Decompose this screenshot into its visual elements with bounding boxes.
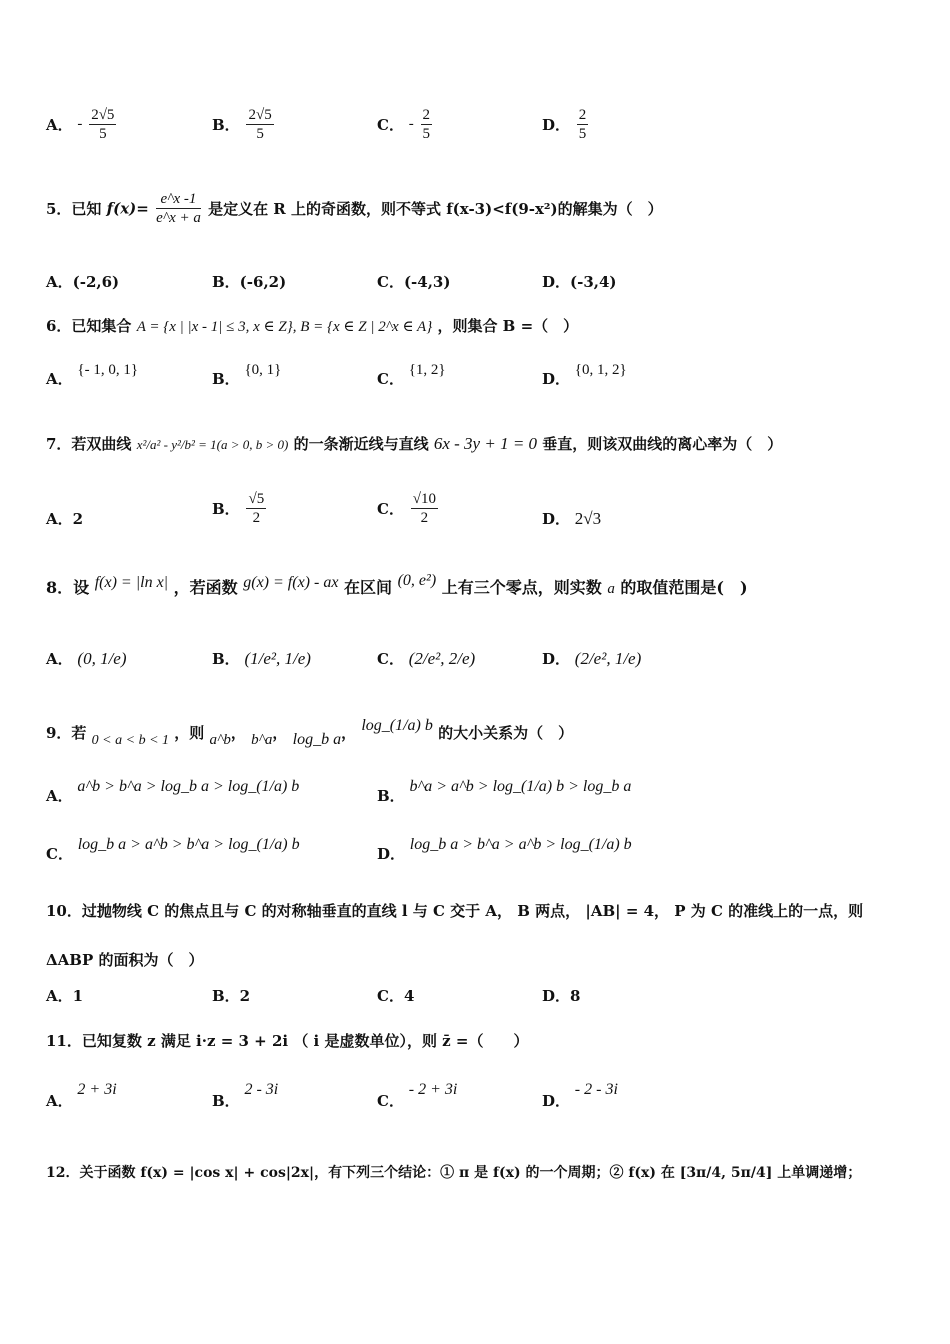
- q4-option-d-frac: [577, 106, 589, 143]
- q10-options: [46, 985, 906, 1025]
- q8-prefix: 8．设: [46, 578, 90, 597]
- q8-t3: 上有三个零点，则实数: [441, 578, 602, 597]
- q7-b-label: B．: [212, 500, 240, 518]
- q8-t2: 在区间: [344, 578, 393, 597]
- q8-option-d: [542, 648, 641, 669]
- q9-a-label: A．: [46, 787, 73, 805]
- q7-curve: x²/a² - y²/b² = 1(a > 0, b > 0): [136, 437, 289, 452]
- q4-b-num: 2√5: [248, 107, 272, 123]
- q11-c-label: C．: [377, 1092, 404, 1110]
- q5-option-a: A．(-2,6): [46, 273, 120, 291]
- q4-c-den: 5: [422, 126, 431, 142]
- q4-option-b-frac: [246, 106, 273, 143]
- q5-stem: [46, 190, 663, 227]
- q8-stem: [46, 572, 748, 598]
- q6-d-label: D．: [542, 370, 571, 388]
- q8-d-value: (2/e², 1/e): [574, 649, 642, 668]
- q7-option-b: [212, 490, 268, 527]
- q4-option-a-sign: -: [77, 116, 83, 132]
- q6-a-value: {- 1, 0, 1}: [77, 362, 139, 378]
- q8-option-b: [212, 648, 311, 669]
- q4-option-b: [212, 106, 276, 143]
- q4-a-den: 5: [99, 126, 107, 142]
- q5-frac-den: e^x + a: [156, 210, 201, 226]
- q9-d-label: D．: [377, 845, 406, 863]
- q8-interval: (0, e²): [397, 572, 437, 589]
- q9-e2: b^a: [251, 732, 273, 748]
- q6-c-value: {1, 2}: [408, 362, 446, 378]
- q6-d-value: {0, 1, 2}: [574, 362, 627, 378]
- q5-rest: 是定义在 R 上的奇函数，则不等式 f(x-3)<f(9-x²)的解集为（ ）: [208, 200, 663, 218]
- q7-prefix: 7．若双曲线: [46, 435, 132, 453]
- q9-e4: log_(1/a) b: [361, 717, 433, 734]
- q7-b-num: √5: [248, 491, 265, 507]
- q9-prefix: 9．若: [46, 724, 87, 742]
- q8-b-value: (1/e², 1/e): [244, 649, 311, 668]
- q10-option-d: D．8: [542, 987, 581, 1005]
- q4-option-d-label: D．: [542, 116, 571, 134]
- q8-d-label: D．: [542, 650, 571, 668]
- q5-func: f(x)=: [106, 199, 149, 218]
- q4-option-b-label: B．: [212, 116, 240, 134]
- q9-rest: 的大小关系为（ ）: [438, 724, 574, 742]
- q8-c-label: C．: [377, 650, 404, 668]
- q11-a-label: A．: [46, 1092, 73, 1110]
- q10-option-b: B．2: [212, 987, 251, 1005]
- q9-stem: 9．若 0 < a < b < 1 ，则 a^b， b^a， log_b a， log_(1/a) b 的大小关系为（ ）: [46, 717, 574, 748]
- q7-stem: [46, 433, 782, 454]
- q5-options: [46, 271, 906, 311]
- q11-c-value: - 2 + 3i: [408, 1081, 458, 1098]
- q9-c-value: log_b a > a^b > b^a > log_(1/a) b: [77, 836, 300, 853]
- q11-d-value: - 2 - 3i: [574, 1081, 618, 1098]
- q9-option-a: [46, 775, 300, 805]
- q7-option-c: [377, 490, 440, 527]
- q7-option-a: A．2: [46, 510, 84, 528]
- q6-option-d: [542, 362, 627, 389]
- q8-option-a: [46, 648, 127, 669]
- q9-options-row1: [46, 775, 906, 815]
- q11-option-a: [46, 1078, 117, 1110]
- q9-e3: log_b a: [292, 731, 342, 748]
- q4-c-num: 2: [422, 107, 431, 123]
- q7-c-den: 2: [420, 510, 429, 526]
- q4-d-num: 2: [578, 107, 587, 123]
- q5-option-c: C．(-4,3): [377, 273, 451, 291]
- q7-c-num: √10: [412, 491, 436, 507]
- q5-frac-num: e^x -1: [156, 190, 201, 209]
- q8-t1: ，若函数: [173, 578, 238, 597]
- q4-option-c: [377, 106, 434, 143]
- q9-a-value: a^b > b^a > log_b a > log_(1/a) b: [77, 778, 300, 795]
- q11-a-value: 2 + 3i: [77, 1081, 117, 1098]
- q10-option-a: A．1: [46, 987, 84, 1005]
- q9-b-label: B．: [377, 787, 405, 805]
- q6-c-label: C．: [377, 370, 404, 388]
- q8-option-c: [377, 648, 475, 669]
- q7-rest: 垂直，则该双曲线的离心率为（ ）: [542, 435, 783, 453]
- q6-prefix: 6．已知集合: [46, 317, 132, 335]
- q8-options: [46, 648, 906, 688]
- q11-d-label: D．: [542, 1092, 571, 1110]
- q8-c-value: (2/e², 2/e): [408, 649, 476, 668]
- q6-b-value: {0, 1}: [244, 362, 282, 378]
- q7-c-frac: [411, 490, 438, 527]
- q4-d-den: 5: [578, 126, 587, 142]
- q4-b-den: 5: [256, 126, 264, 142]
- q8-g: g(x) = f(x) - ax: [243, 574, 339, 591]
- q6-option-b: [212, 362, 282, 389]
- q9-option-d: [377, 833, 632, 863]
- q8-a-label: A．: [46, 650, 73, 668]
- q6-option-c: [377, 362, 446, 389]
- q6-options: [46, 362, 906, 408]
- q7-b-den: 2: [252, 510, 261, 526]
- q8-a: a: [607, 581, 615, 597]
- q9-option-c: [46, 833, 300, 863]
- q5-option-b: B．(-6,2): [212, 273, 287, 291]
- q4-option-a: [46, 106, 118, 143]
- q4-option-d: [542, 106, 590, 143]
- q9-option-b: [377, 775, 632, 805]
- q11-options: [46, 1078, 906, 1118]
- q9-options-row2: [46, 833, 906, 873]
- q12-stem: 12．关于函数 f(x) = |cos x| + cos|2x|，有下列三个结论：① π 是 f(x) 的一个周期；② f(x) 在 [3π/4, 5π/4] 上单调递增；: [46, 1165, 862, 1181]
- q10-line2: ΔABP 的面积为（ ）: [46, 951, 204, 969]
- q11-option-c: [377, 1078, 458, 1110]
- q10-line1: 10．过抛物线 C 的焦点且与 C 的对称轴垂直的直线 l 与 C 交于 A， B 两点， |AB| = 4， P 为 C 的准线上的一点，则: [46, 902, 864, 920]
- q7-mid: 的一条渐近线与直线: [293, 435, 429, 453]
- q7-options: [46, 490, 906, 530]
- q6-b-label: B．: [212, 370, 240, 388]
- q7-d-label: D．: [542, 510, 571, 528]
- q7-line: 6x - 3y + 1 = 0: [433, 434, 538, 453]
- q4-options: [46, 106, 906, 146]
- q6-a-label: A．: [46, 370, 73, 388]
- q4-a-num: 2√5: [91, 107, 115, 123]
- q5-option-d: D．(-3,4): [542, 273, 617, 291]
- q6-rest: ，则集合 B =（ ）: [437, 317, 579, 335]
- q9-t1: ，则: [174, 724, 205, 742]
- q11-b-value: 2 - 3i: [244, 1081, 279, 1098]
- q4-option-a-label: A．: [46, 116, 73, 134]
- q8-b-label: B．: [212, 650, 240, 668]
- q11-b-label: B．: [212, 1092, 240, 1110]
- q7-d-value: 2√3: [574, 509, 602, 528]
- q11-option-d: [542, 1078, 618, 1110]
- q6-option-a: [46, 362, 139, 389]
- q9-d-value: log_b a > b^a > a^b > log_(1/a) b: [409, 836, 632, 853]
- q6-stem: [46, 315, 578, 336]
- q6-sets: A = {x | |x - 1| ≤ 3, x ∈ Z}, B = {x ∈ Z | 2^x ∈ A}: [136, 319, 433, 335]
- q7-option-d: [542, 508, 601, 529]
- q5-frac: [156, 190, 201, 227]
- q11-stem: 11．已知复数 z 满足 i·z = 3 + 2i （ i 是虚数单位），则 z̄ =（ ）: [46, 1032, 529, 1050]
- q8-t4: 的取值范围是( ): [620, 578, 748, 597]
- q7-c-label: C．: [377, 500, 404, 518]
- q10-option-c: C．4: [377, 987, 415, 1005]
- q4-option-a-frac: [89, 106, 116, 143]
- q8-a-value: (0, 1/e): [77, 649, 127, 668]
- q8-f: f(x) = |ln x|: [94, 574, 169, 591]
- q9-b-value: b^a > a^b > log_(1/a) b > log_b a: [409, 778, 632, 795]
- q4-option-c-label: C．: [377, 116, 404, 134]
- q11-option-b: [212, 1078, 279, 1110]
- q9-c-label: C．: [46, 845, 73, 863]
- q7-b-frac: [246, 490, 266, 527]
- q5-prefix: 5．已知: [46, 200, 102, 218]
- q4-option-c-frac: [421, 106, 433, 143]
- q4-option-c-sign: -: [408, 116, 414, 132]
- q9-cond: 0 < a < b < 1: [91, 733, 170, 748]
- q9-e1: a^b: [209, 732, 231, 748]
